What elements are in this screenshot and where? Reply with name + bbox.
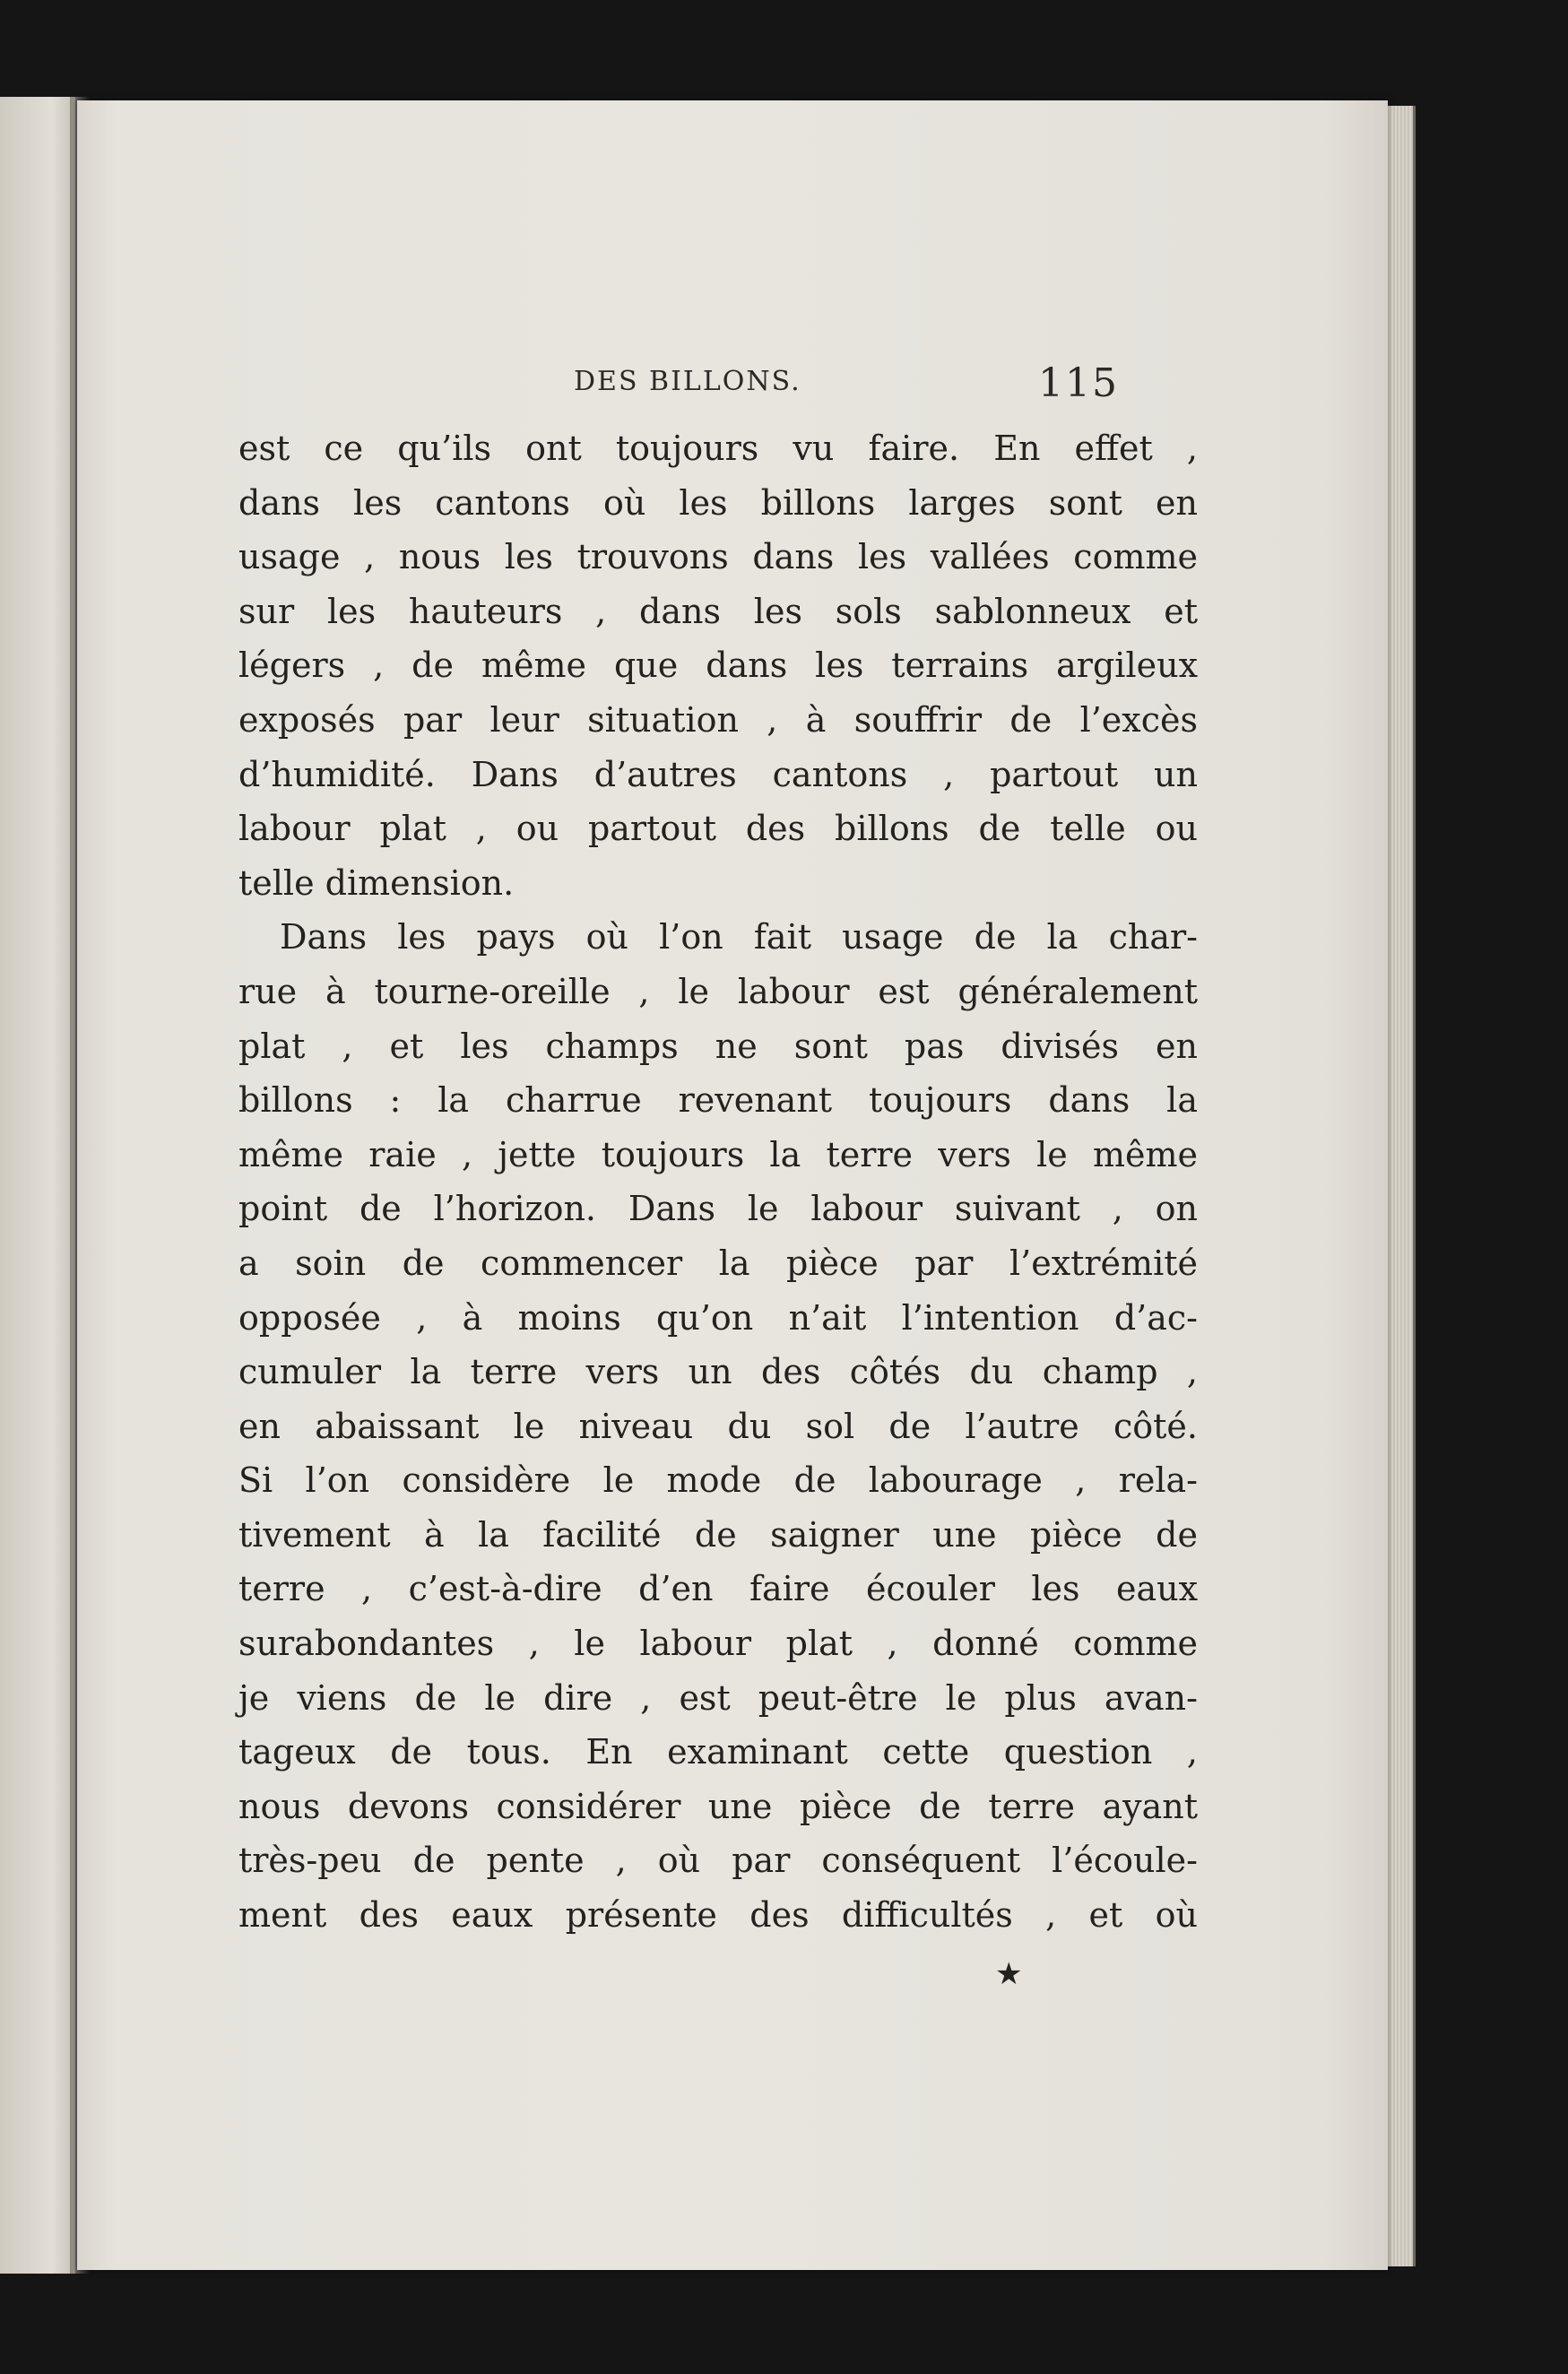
text-line: en abaissant le niveau du sol de l’autre côté.: [238, 1406, 1198, 1446]
text-line: sur les hauteurs , dans les sols sablonneux et: [238, 591, 1198, 631]
body-text: [238, 421, 1198, 1943]
page-number: 115: [1038, 360, 1119, 406]
running-head: [77, 360, 1388, 405]
text-line: opposée , à moins qu’on n’ait l’intention d’ac-: [238, 1297, 1198, 1338]
book-page: [77, 100, 1388, 2270]
text-line: exposés par leur situation , à souffrir de l’excès: [238, 699, 1198, 740]
text-line: tageux de tous. En examinant cette question ,: [238, 1732, 1198, 1772]
text-line: dans les cantons où les billons larges sont en: [238, 482, 1198, 523]
text-line: billons : la charrue revenant toujours dans la: [238, 1080, 1198, 1121]
text-line: Dans les pays où l’on fait usage de la char-: [280, 917, 1198, 957]
text-line: cumuler la terre vers un des côtés du champ ,: [238, 1352, 1198, 1392]
text-line: labour plat , ou partout des billons de telle ou: [238, 809, 1198, 849]
signature-mark: ★: [995, 1956, 1023, 1992]
text-line: surabondantes , le labour plat , donné comme: [238, 1624, 1198, 1664]
text-line: telle dimension.: [238, 862, 515, 903]
text-line: ment des eaux présente des difficultés , et où: [238, 1895, 1198, 1936]
text-line: est ce qu’ils ont toujours vu faire. En effet ,: [238, 429, 1198, 468]
text-line: très-peu de pente , où par conséquent l’écoule-: [238, 1841, 1198, 1881]
text-line: a soin de commencer la pièce par l’extrémité: [238, 1243, 1198, 1283]
text-line: usage , nous les trouvons dans les vallées comme: [238, 537, 1198, 577]
text-line: légers , de même que dans les terrains argileux: [238, 645, 1198, 686]
text-line: je viens de le dire , est peut-être le plus avan-: [238, 1677, 1198, 1718]
running-head-title: DES BILLONS.: [574, 366, 801, 397]
text-line: nous devons considérer une pièce de terre ayant: [238, 1786, 1198, 1826]
text-line: tivement à la facilité de saigner une pièce de: [238, 1514, 1198, 1555]
text-line: rue à tourne-oreille , le labour est généralement: [238, 971, 1198, 1011]
left-page-edge: [0, 97, 75, 2274]
text-line: point de l’horizon. Dans le labour suivant , on: [238, 1189, 1198, 1229]
text-line: d’humidité. Dans d’autres cantons , partout un: [238, 754, 1198, 794]
text-line: terre , c’est-à-dire d’en faire écouler les eaux: [238, 1569, 1198, 1609]
text-line: même raie , jette toujours la terre vers le même: [238, 1134, 1198, 1174]
text-line: Si l’on considère le mode de labourage , rela-: [238, 1460, 1198, 1501]
text-line: plat , et les champs ne sont pas divisés en: [238, 1026, 1198, 1066]
